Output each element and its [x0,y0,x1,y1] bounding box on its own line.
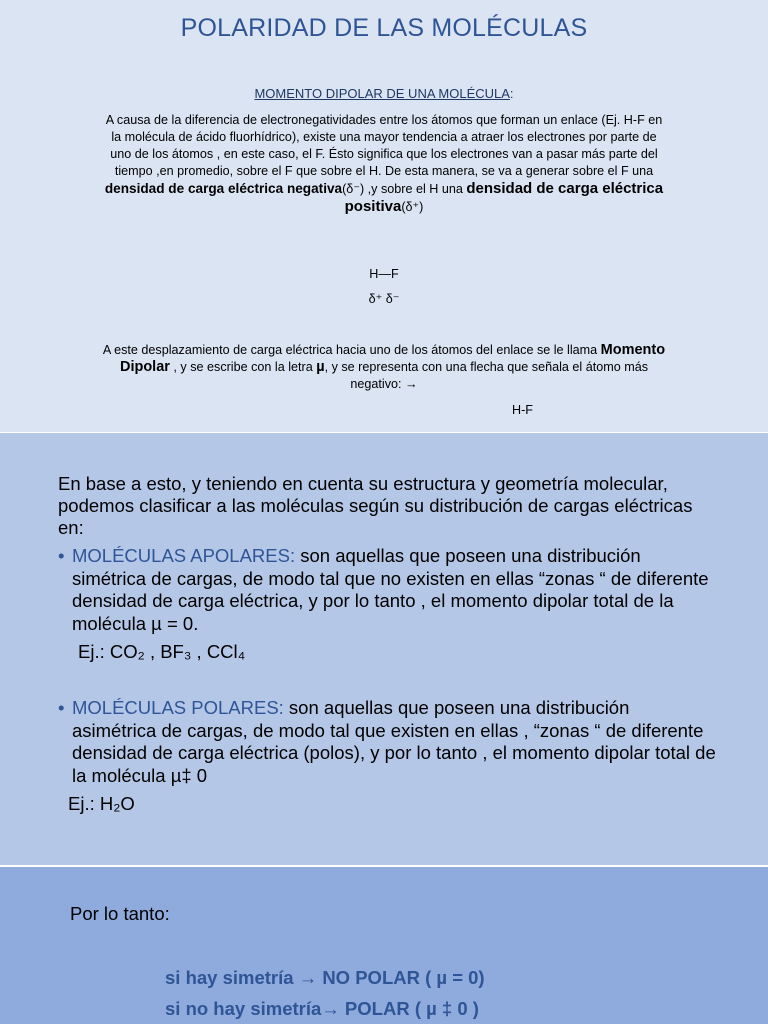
slide-title: POLARIDAD DE LAS MOLÉCULAS [180,14,588,42]
polar-bullet [58,697,718,787]
polar-text: son aquellas que poseen una distribución asimétrica de cargas, de modo tal que existen en ellas , “zonas “ de diferente densidad de carga eléctrica (polos), y por lo tanto , el momento dipolar total de la molécula µ‡ 0 [72,697,716,786]
intro-paragraph: En base a esto, y teniendo en cuenta su estructura y geometría molecular, podemos clasificar a las moléculas según su distribución de cargas eléctricas en: [58,473,693,538]
dipole-moment-term: Momento Dipolar [119,342,666,375]
para2-text-c: , y se representa con una flecha que señala el átomo más negativo: → [324,360,649,391]
para2-text-a: A este desplazamiento de carga eléctrica hacia uno de los átomos del enlace se le llama [102,343,601,357]
symmetry-rule: si hay simetría → NO POLAR ( µ = 0) [165,967,485,988]
apolar-label: MOLÉCULAS APOLARES: [72,545,296,566]
bullet-dot: • [58,697,65,718]
explanation-paragraph [100,112,668,216]
dipole-paragraph [100,342,668,393]
subtitle-text: MOMENTO DIPOLAR DE UNA MOLÉCULA [254,86,510,101]
hf-partial-charges: δ⁺ δ⁻ [368,292,400,306]
polar-example: Ej.: H₂O [68,793,135,814]
apolar-example: Ej.: CO₂ , BF₃ , CCl₄ [78,641,246,662]
bullet-dot: • [58,545,65,566]
apolar-bullet [58,545,718,635]
subtitle-colon: : [509,86,514,101]
para2-text-b: , y se escribe con la letra [169,360,317,374]
mu-symbol: µ [316,359,325,375]
slide-3 [0,867,768,1024]
conclusion-lead: Por lo tanto: [70,903,170,924]
apolar-text: son aquellas que poseen una distribución simétrica de cargas, de modo tal que no existen en ellas “zonas “ de diferente densidad de carga eléctrica, y por lo tanto , el momento dipolar total de la molécula µ = 0. [72,545,709,634]
slide-1 [0,0,768,432]
para1-text-b: (δ⁻) ,y sobre el H una [342,182,467,196]
hf-bond: H—F [369,267,399,281]
polar-label: MOLÉCULAS POLARES: [72,697,284,718]
negative-charge-term: densidad de carga eléctrica negativa [104,181,343,196]
positive-charge-term: densidad de carga eléctrica positiva [344,180,664,215]
slide-2 [0,433,768,865]
para1-text-a: A causa de la diferencia de electronegatividades entre los átomos que forman un enlace (Ej. H-F en la molécula de ácido fluorhídrico), existe una mayor tendencia a atraer los electrones por parte de uno de los átomos , en este caso, el F. Ésto significa que los electrones van a pasar más parte del tiempo ,en promedio, sobre el F que sobre el H. De esta manera, se va a generar sobre el F una [105,113,663,178]
section-subtitle [0,86,768,101]
para1-text-c: (δ⁺) [401,200,424,214]
asymmetry-rule: si no hay simetría→ POLAR ( µ ‡ 0 ) [165,998,479,1019]
hf-arrow-label: H-F [512,403,533,417]
